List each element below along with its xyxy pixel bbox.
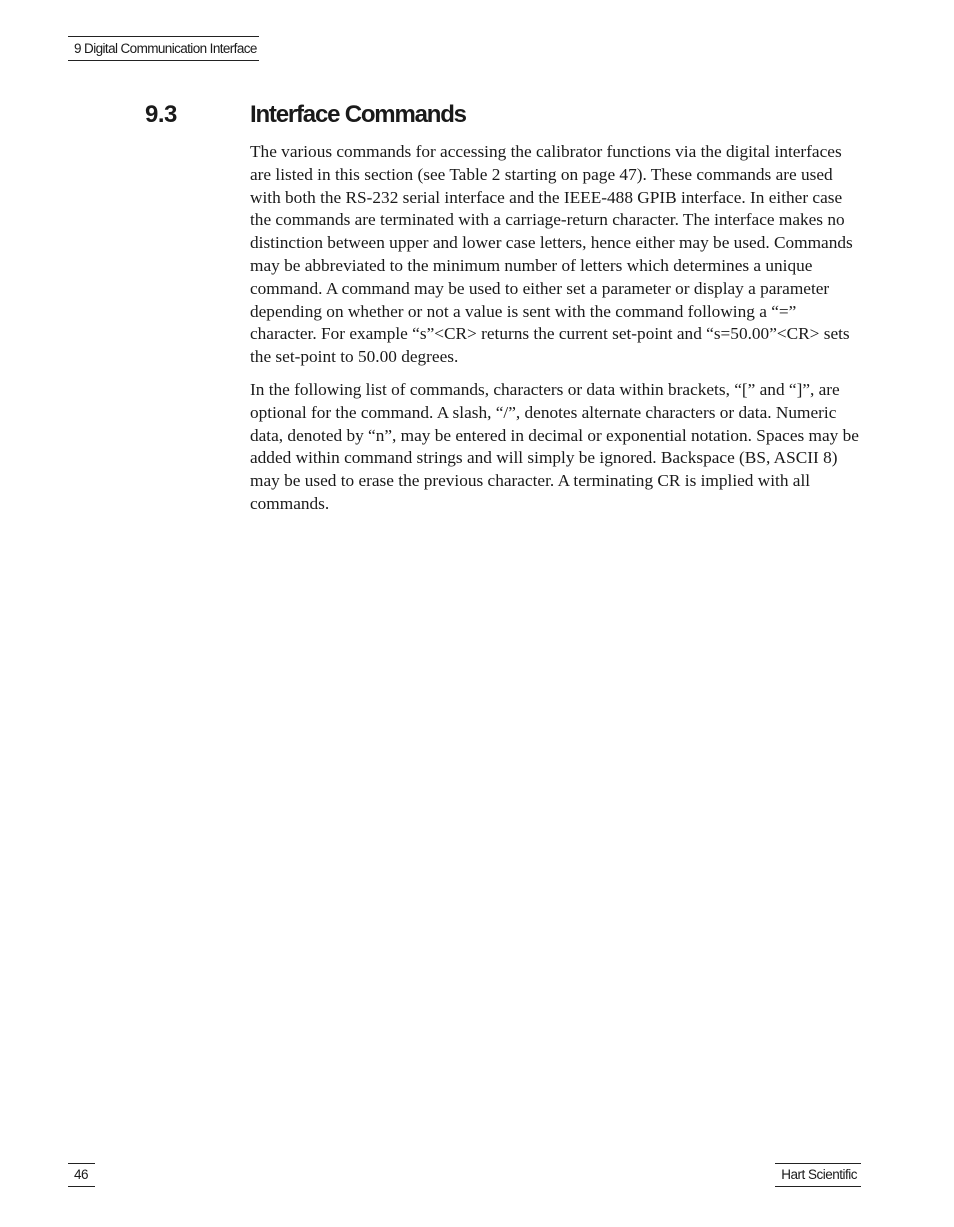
running-head: 9 Digital Communication Interface xyxy=(68,36,259,61)
section-number: 9.3 xyxy=(145,101,177,128)
section-title: Interface Commands xyxy=(250,101,466,128)
paragraph-intro: The various commands for accessing the calibrator functions via the digital interfaces are listed in this section (see Table 2 starting on page 47). These commands are used with both the RS-232 serial interface and the IEEE-488 GPIB interface. In either case the commands are terminated with a carriage-return character. The interface makes no distinction between upper and lower case letters, hence either may be used. Commands may be abbreviated to the minimum number of letters which determines a unique command. A command may be used to either set a parameter or display a parameter depending on whether or not a value is sent with the command following a “=” character. For example “s”<CR> returns the current set-point and “s=50.00”<CR> sets the set-point to 50.00 degrees. xyxy=(250,142,853,367)
paragraph-syntax: In the following list of commands, characters or data within brackets, “[” and “]”, are optional for the command. A slash, “/”, denotes alternate characters or data. Numeric data, denoted by “n”, may be entered in decimal or exponential notation. Spaces may be added within command strings and will simply be ignored. Backspace (BS, ASCII 8) may be used to erase the previous character. A terminating CR is implied with all commands. xyxy=(250,379,859,513)
section-body xyxy=(250,141,861,526)
page-number: 46 xyxy=(68,1163,95,1187)
footer-company: Hart Scientific xyxy=(775,1163,861,1187)
